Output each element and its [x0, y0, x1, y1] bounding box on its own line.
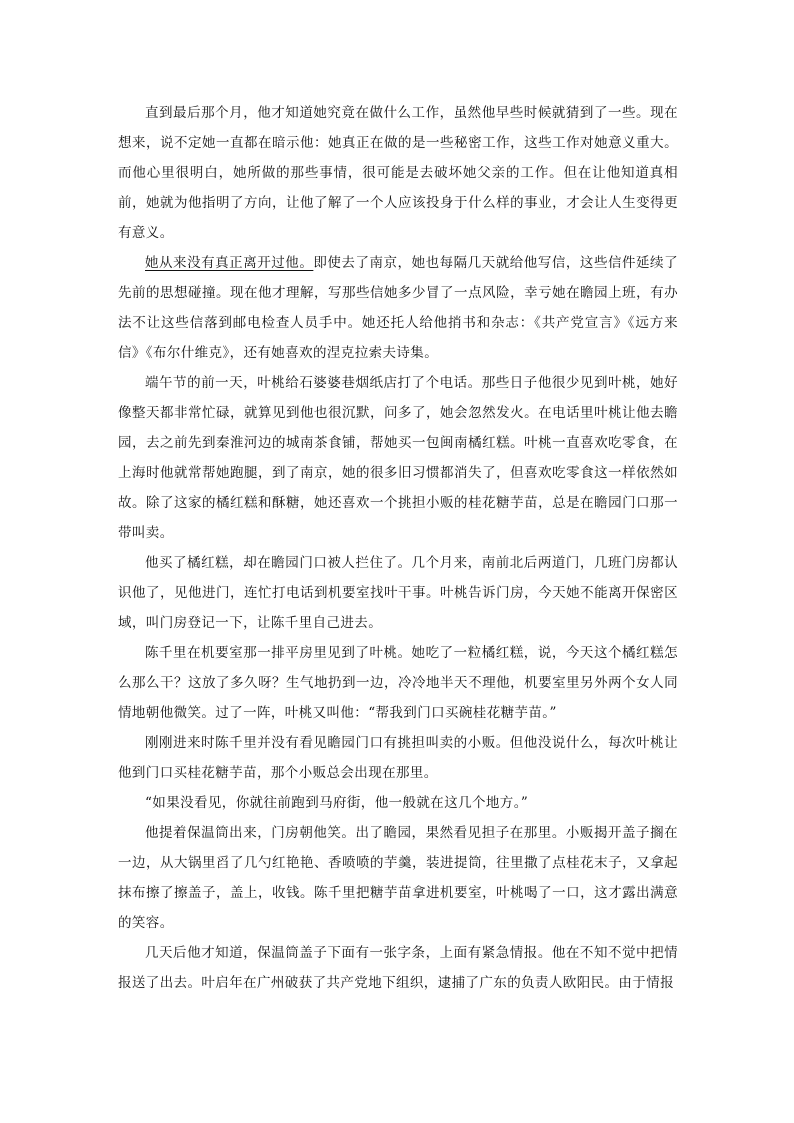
paragraph-4: 他买了橘红糕，却在瞻园门口被人拦住了。几个月来，南前北后两道门，几班门房都认识他了，见他进门，连忙打电话到机要室找叶干事。叶桃告诉门房，今天她不能离开保密区域，叫门房登记一下，让陈千里自己进去。	[118, 555, 678, 631]
paragraph-2	[118, 248, 678, 368]
paragraph-1: 直到最后那个月，他才知道她究竟在做什么工作，虽然他早些时候就猜到了一些。现在想来，说不定她一直都在暗示他：她真正在做的是一些秘密工作，这些工作对她意义重大。而他心里很明白，她所做的那些事情，很可能是去破坏她父亲的工作。但在让他知道真相前，她就为他指明了方向，让他了解了一个人应该投身于什么样的事业，才会让人生变得更有意义。	[118, 105, 678, 241]
paragraph-9: 几天后他才知道，保温筒盖子下面有一张字条，上面有紧急情报。他在不知不觉中把情报送了出去。叶启年在广州破获了共产党地下组织，逮捕了广东的负责人欧阳民。由于情报	[118, 945, 678, 991]
paragraph-6: 刚刚进来时陈千里并没有看见瞻园门口有挑担叫卖的小贩。但他没说什么，每次叶桃让他到门口买桂花糖芋苗，那个小贩总会出现在那里。	[118, 735, 678, 781]
paragraph-7: “如果没看见，你就往前跑到马府街，他一般就在这几个地方。”	[145, 795, 529, 811]
paragraph-3: 端午节的前一天，叶桃给石婆婆巷烟纸店打了个电话。那些日子他很少见到叶桃，她好像整天都非常忙碌，就算见到他也很沉默，问多了，她会忽然发火。在电话里叶桃让他去瞻园，去之前先到秦淮河边的城南茶食铺，帮她买一包闽南橘红糕。叶桃一直喜欢吃零食，在上海时他就常帮她跑腿，到了南京，她的很多旧习惯都消失了，但喜欢吃零食这一样依然如故。除了这家的橘红糕和酥糖，她还喜欢一个挑担小贩的桂花糖芋苗，总是在瞻园门口那一带叫卖。	[118, 375, 678, 541]
document-page	[118, 98, 678, 998]
paragraph-8: 他提着保温筒出来，门房朝他笑。出了瞻园，果然看见担子在那里。小贩揭开盖子搁在一边，从大锅里舀了几勺红艳艳、香喷喷的芋羹，装进提筒，往里撒了点桂花末子，又拿起抹布擦了擦盖子，盖上，收钱。陈千里把糖芋苗拿进机要室，叶桃喝了一口，这才露出满意的笑容。	[118, 825, 678, 931]
paragraph-5: 陈千里在机要室那一排平房里见到了叶桃。她吃了一粒橘红糕，说，今天这个橘红糕怎么那么干？这放了多久呀？生气地扔到一边，冷冷地半天不理他，机要室里另外两个女人同情地朝他微笑。过了一阵，叶桃又叫他：“帮我到门口买碗桂花糖芋苗。”	[118, 645, 678, 721]
underlined-sentence: 她从来没有真正离开过他。	[145, 255, 314, 271]
paragraph-2-rest: 即使去了南京，她也每隔几天就给他写信，这些信件延续了先前的思想碰撞。现在他才理解，写那些信她多少冒了一点风险，幸亏她在瞻园上班，有办法不让这些信落到邮电检查人员手中。她还托人给他捎书和杂志：《共产党宣言》《远方来信》《布尔什维克》，还有她喜欢的涅克拉索夫诗集。	[118, 255, 678, 361]
